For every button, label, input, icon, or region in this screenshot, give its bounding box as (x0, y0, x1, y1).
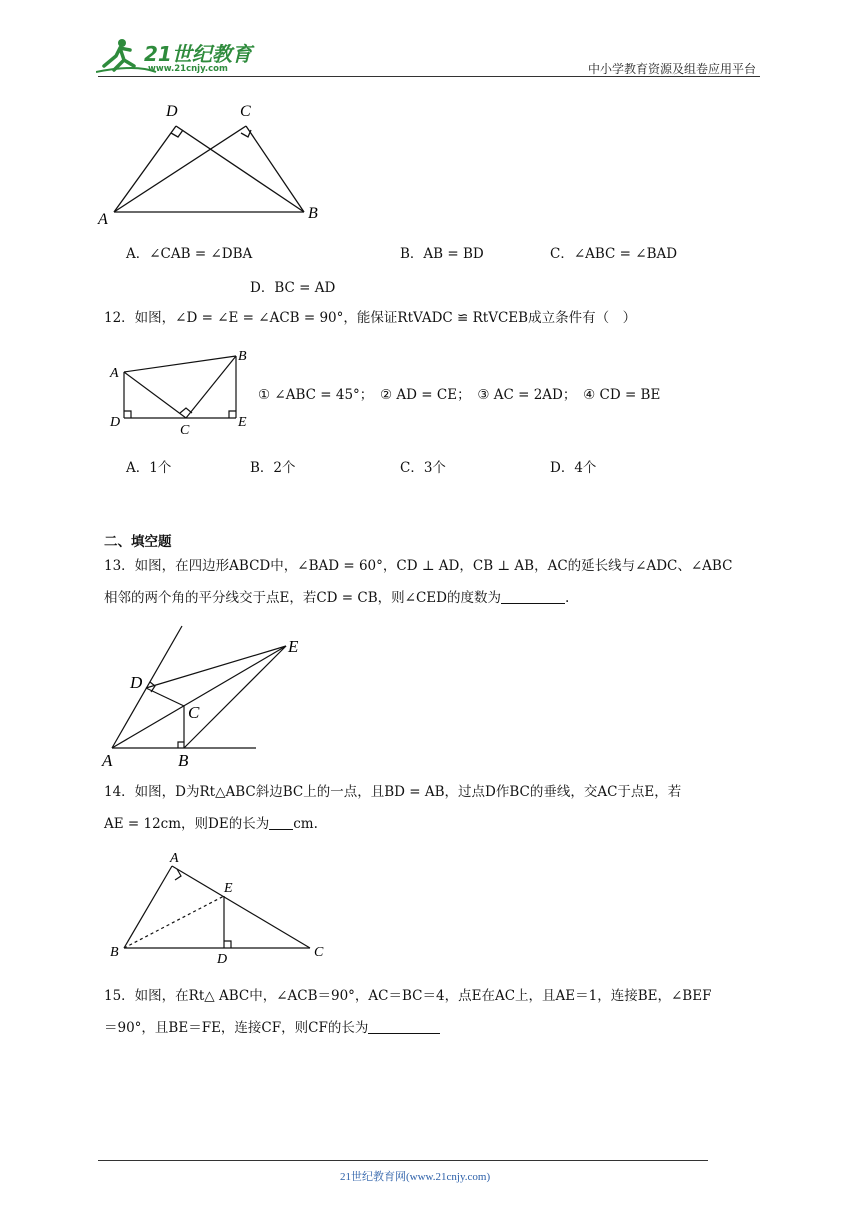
q15-answer-blank[interactable] (368, 1019, 440, 1034)
q13-line2-text: 相邻的两个角的平分线交于点E，若CD = CB，则∠CED的度数为 (104, 590, 501, 606)
q14-line2 (104, 814, 318, 834)
footer-divider (98, 1160, 708, 1161)
footer-text: 21世纪教育网(www.21cnjy.com) (340, 1171, 491, 1183)
q13-answer-blank[interactable] (501, 589, 565, 604)
q12-figure (104, 346, 254, 438)
header-logo (96, 36, 266, 76)
q13-label-a: A (102, 751, 113, 770)
q12-option-a: A．1个 (126, 460, 172, 476)
q12-conditions: ① ∠ABC = 45°； ② AD = CE； ③ AC = 2AD； ④ CD = BE (258, 387, 661, 403)
logo-url: www.21cnjy.com (148, 64, 228, 74)
q11-label-c: C (240, 103, 251, 120)
q14-answer-blank[interactable] (269, 815, 293, 830)
q14-label-c: C (314, 945, 324, 960)
q11-label-d: D (166, 103, 178, 120)
q12-label-d: D (110, 415, 121, 430)
q11-option-c: C．∠ABC = ∠BAD (550, 246, 678, 262)
logo-text: 21世纪教育 (144, 42, 252, 66)
q14-line2-end: cm. (293, 816, 318, 832)
q12-label-c: C (180, 423, 190, 438)
q14-label-b: B (110, 945, 119, 960)
section-fill-in-title: 二、填空题 (104, 534, 172, 550)
q13-label-d: D (130, 673, 143, 692)
q13-line1: 13．如图，在四边形ABCD中，∠BAD = 60°，CD ⊥ AD，CB ⊥ AB，AC的延长线与∠ADC、∠ABC (104, 558, 733, 574)
q14-label-a: A (170, 851, 179, 866)
q15-line2 (104, 1018, 440, 1038)
q11-label-a: A (98, 211, 108, 226)
q15-line2-text: ＝90°，且BE＝FE，连接CF，则CF的长为 (104, 1020, 369, 1036)
q13-line2-end: . (564, 590, 570, 606)
q11-figure (96, 96, 336, 226)
q11-option-a: A．∠CAB = ∠DBA (126, 246, 253, 262)
q12-stem: 12．如图，∠D = ∠E = ∠ACB = 90°，能保证RtVADC ≌ RtVCEB成立条件有（ ） (104, 310, 637, 326)
q14-label-d: D (217, 952, 228, 966)
q13-label-e: E (288, 637, 299, 656)
q12-label-e: E (238, 415, 247, 430)
q13-line2 (104, 588, 569, 608)
q12-label-a: A (110, 366, 119, 381)
q11-option-d: D．BC = AD (250, 280, 336, 296)
q14-label-e: E (224, 881, 233, 896)
q12-option-c: C．3个 (400, 460, 446, 476)
q13-label-c: C (188, 703, 200, 722)
q14-line1: 14．如图，D为Rt△ABC斜边BC上的一点，且BD = AB，过点D作BC的垂线，交AC于点E，若 (104, 784, 682, 800)
q13-figure (98, 622, 318, 772)
header-divider (98, 76, 760, 77)
q13-label-b: B (178, 751, 189, 770)
q11-label-b: B (308, 205, 318, 222)
q12-option-d: D．4个 (550, 460, 597, 476)
q12-label-b: B (238, 349, 247, 364)
q15-line1: 15．如图，在Rt△ ABC中，∠ACB＝90°，AC＝BC＝4，点E在AC上，且AE＝1，连接BE，∠BEF (104, 988, 712, 1004)
q14-line2-text: AE = 12cm，则DE的长为 (104, 816, 270, 832)
q12-option-b: B．2个 (250, 460, 296, 476)
header-platform-text: 中小学教育资源及组卷应用平台 (587, 62, 756, 76)
q14-figure (104, 848, 334, 966)
q11-option-b: B．AB = BD (400, 246, 484, 262)
